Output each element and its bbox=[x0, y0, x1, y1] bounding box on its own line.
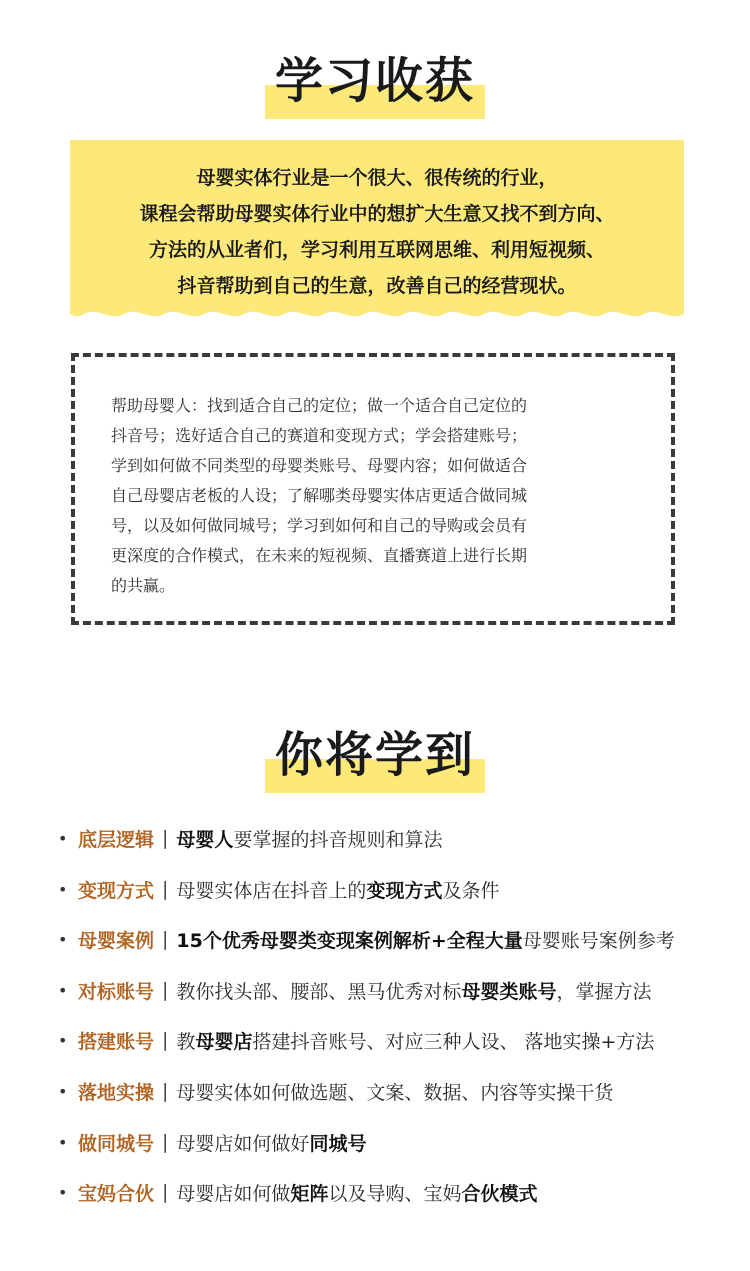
item-key: 搭建账号 bbox=[78, 1030, 155, 1053]
item-emphasis: 合伙模式 bbox=[461, 1182, 538, 1205]
item-emphasis: 母婴店 bbox=[195, 1030, 253, 1053]
item-separator: | bbox=[162, 878, 169, 900]
list-item bbox=[58, 1071, 613, 1111]
item-description bbox=[176, 1179, 537, 1206]
detail-line: 学到如何做不同类型的母婴类账号、母婴内容；如何做适合 bbox=[111, 456, 528, 475]
detail-line: 号，以及如何做同城号；学习到如何和自己的导购或会员有 bbox=[111, 516, 528, 535]
item-description bbox=[176, 1078, 613, 1105]
item-key: 做同城号 bbox=[78, 1132, 155, 1155]
item-description bbox=[176, 825, 442, 852]
banner-line: 母婴实体行业是一个很大、很传统的行业， bbox=[196, 167, 558, 189]
item-text: 母婴店如何做好 bbox=[176, 1132, 310, 1155]
list-item bbox=[58, 1020, 654, 1060]
item-separator: | bbox=[162, 928, 169, 950]
section-title-learn bbox=[0, 716, 750, 785]
bullet-icon: • bbox=[58, 1132, 68, 1152]
item-emphasis: 同城号 bbox=[309, 1132, 367, 1155]
bullet-icon: • bbox=[58, 879, 68, 899]
item-separator: | bbox=[162, 979, 169, 1001]
detail-line: 更深度的合作模式，在未来的短视频、直播赛道上进行长期 bbox=[111, 546, 528, 565]
bullet-icon: • bbox=[58, 1081, 68, 1101]
item-key: 宝妈合伙 bbox=[78, 1182, 155, 1205]
item-emphasis: 矩阵 bbox=[290, 1182, 329, 1205]
banner-text bbox=[70, 160, 684, 304]
item-text: 教你找头部、腰部、黑马优秀对标 bbox=[176, 980, 462, 1003]
item-emphasis: 变现方式 bbox=[366, 879, 443, 902]
bullet-icon: • bbox=[58, 1182, 68, 1202]
item-key: 对标账号 bbox=[78, 980, 155, 1003]
detail-text bbox=[111, 391, 651, 601]
item-key: 底层逻辑 bbox=[78, 828, 155, 851]
item-emphasis: 15个优秀母婴类变现案例解析+全程大量 bbox=[176, 929, 523, 952]
item-separator: | bbox=[162, 1181, 169, 1203]
item-emphasis: 母婴人 bbox=[176, 828, 234, 851]
detail-line: 的共赢。 bbox=[111, 576, 176, 595]
item-description bbox=[176, 1129, 366, 1156]
list-item bbox=[58, 869, 499, 909]
list-item bbox=[58, 919, 675, 959]
detail-line: 帮助母婴人：找到适合自己的定位；做一个适合自己定位的 bbox=[111, 396, 528, 415]
item-text: 要掌握的抖音规则和算法 bbox=[233, 828, 443, 851]
item-text: 教 bbox=[176, 1030, 196, 1053]
item-description bbox=[176, 876, 499, 903]
section-title-harvest bbox=[0, 42, 750, 111]
item-description bbox=[176, 1027, 654, 1054]
detail-box bbox=[71, 353, 675, 625]
item-text: 以及导购、宝妈 bbox=[328, 1182, 462, 1205]
item-text: 母婴实体店在抖音上的 bbox=[176, 879, 367, 902]
detail-line: 自己母婴店老板的人设；了解哪类母婴实体店更适合做同城 bbox=[111, 486, 528, 505]
item-separator: | bbox=[162, 827, 169, 849]
detail-line: 抖音号；选好适合自己的赛道和变现方式；学会搭建账号； bbox=[111, 426, 528, 445]
list-item bbox=[58, 818, 442, 858]
banner-line: 方法的从业者们，学习利用互联网思维、利用短视频、 bbox=[148, 239, 605, 261]
list-item bbox=[58, 1172, 537, 1212]
bullet-icon: • bbox=[58, 1030, 68, 1050]
item-text: 搭建抖音账号、对应三种人设、 落地实操+方法 bbox=[252, 1030, 655, 1053]
item-description bbox=[176, 977, 651, 1004]
item-text: 母婴账号案例参考 bbox=[522, 929, 675, 952]
item-text: ，掌握方法 bbox=[556, 980, 652, 1003]
summary-banner bbox=[70, 140, 684, 326]
banner-line: 抖音帮助到自己的生意，改善自己的经营现状。 bbox=[177, 275, 577, 297]
item-key: 落地实操 bbox=[78, 1081, 155, 1104]
bullet-icon: • bbox=[58, 828, 68, 848]
item-key: 变现方式 bbox=[78, 879, 155, 902]
list-item bbox=[58, 1122, 366, 1162]
banner-line: 课程会帮助母婴实体行业中的想扩大生意又找不到方向、 bbox=[139, 203, 615, 225]
item-separator: | bbox=[162, 1131, 169, 1153]
item-text: 及条件 bbox=[442, 879, 500, 902]
item-separator: | bbox=[162, 1080, 169, 1102]
page-title: 学习收获 bbox=[274, 53, 475, 109]
item-text: 母婴实体如何做选题、文案、数据、内容等实操干货 bbox=[176, 1081, 614, 1104]
item-key: 母婴案例 bbox=[78, 929, 155, 952]
list-item bbox=[58, 970, 651, 1010]
item-text: 母婴店如何做 bbox=[176, 1182, 291, 1205]
bullet-icon: • bbox=[58, 980, 68, 1000]
section-heading: 你将学到 bbox=[274, 727, 475, 783]
item-emphasis: 母婴类账号 bbox=[461, 980, 557, 1003]
item-description bbox=[176, 926, 674, 953]
bullet-icon: • bbox=[58, 929, 68, 949]
item-separator: | bbox=[162, 1029, 169, 1051]
